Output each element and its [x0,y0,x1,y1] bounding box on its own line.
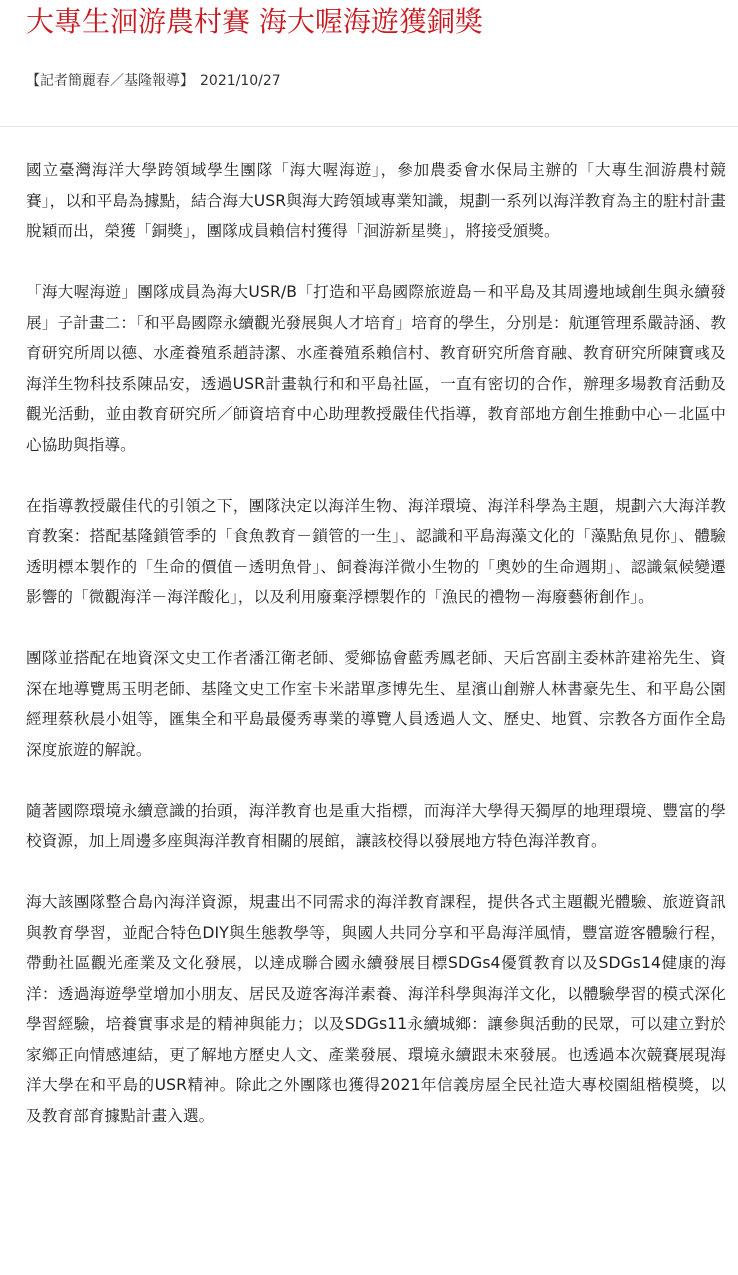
article-paragraph-5: 隨著國際環境永續意識的抬頭，海洋教育也是重大指標，而海洋大學得天獨厚的地理環境、豐富的學校資源，加上周邊多座與海洋教育相關的展館，讓該校得以發展地方特色海洋教育。 [26,801,726,850]
article-paragraph-2: 「海大喔海遊」團隊成員為海大USR/B「打造和平島國際旅遊島－和平島及其周邊地域創生與永續發展」子計畫二：「和平島國際永續觀光發展與人才培育」培育的學生，分別是：航運管理系嚴詩涵、教育研究所周以德、水產養殖系趙詩潔、水產養殖系賴信村、教育研究所詹育融、教育研究所陳寶彧及海洋生物科技系陳品安，透過USR計畫執行和和平島社區，一直有密切的合作，辦理多場教育活動及觀光活動，並由教育研究所／師資培育中心助理教授嚴佳代指導，教育部地方創生推動中心－北區中心協助與指導。 [26,283,726,454]
article-byline [26,70,281,92]
article-paragraph-3: 在指導教授嚴佳代的引領之下，團隊決定以海洋生物、海洋環境、海洋科學為主題，規劃六大海洋教育教案：搭配基隆鎖管季的「食魚教育－鎖管的一生」、認識和平島海藻文化的「藻點魚見你」、體驗透明標本製作的「生命的價值－透明魚骨」、飼養海洋微小生物的「奧妙的生命週期」、認識氣候變遷影響的「微觀海洋－海洋酸化」，以及利用廢棄浮標製作的「漁民的禮物－海廢藝術創作」。 [26,496,726,606]
reporter-credit: 【記者簡麗春／基隆報導】 [26,73,194,89]
header-divider [0,126,738,127]
article-paragraph-6: 海大該團隊整合島內海洋資源，規畫出不同需求的海洋教育課程，提供各式主題觀光體驗、旅遊資訊與教育學習，並配合特色DIY與生態教學等，與國人共同分享和平島海洋風情，豐富遊客體驗行程，帶動社區觀光產業及文化發展，以達成聯合國永續發展目標SDGs4優質教育以及SDGs14健康的海洋：透過海遊學堂增加小朋友、居民及遊客海洋素養、海洋科學與海洋文化，以體驗學習的模式深化學習經驗，培養實事求是的精神與能力；以及SDGs11永續城鄉：讓參與活動的民眾，可以建立對於家鄉正向情感連結，更了解地方歷史人文、產業發展、環境永續跟未來發展。也透過本次競賽展現海洋大學在和平島的USR精神。除此之外團隊也獲得2021年信義房屋全民社造大專校園組楷模獎，以及教育部育據點計畫入選。 [26,893,726,1125]
article-paragraph-4: 團隊並搭配在地資深文史工作者潘江衛老師、愛鄉協會藍秀鳳老師、天后宮副主委林許建裕先生、資深在地導覽馬玉明老師、基隆文史工作室卡米諾單彥博先生、星濱山創辦人林書豪先生、和平島公園經理蔡秋晨小姐等，匯集全和平島最優秀專業的導覽人員透過人文、歷史、地質、宗教各方面作全島深度旅遊的解說。 [26,649,726,759]
article-body [26,155,726,1131]
article-title: 大專生洄游農村賽 海大喔海遊獲銅獎 [26,5,483,38]
article-paragraph-1: 國立臺灣海洋大學跨領域學生團隊「海大喔海遊」，參加農委會水保局主辦的「大專生洄游農村競賽」，以和平島為據點，結合海大USR與海大跨領域專業知識，規劃一系列以海洋教育為主的駐村計畫脫穎而出，榮獲「銅獎」，團隊成員賴信村獲得「洄游新星獎」，將接受頒獎。 [26,161,726,240]
publish-date: 2021/10/27 [200,73,281,89]
